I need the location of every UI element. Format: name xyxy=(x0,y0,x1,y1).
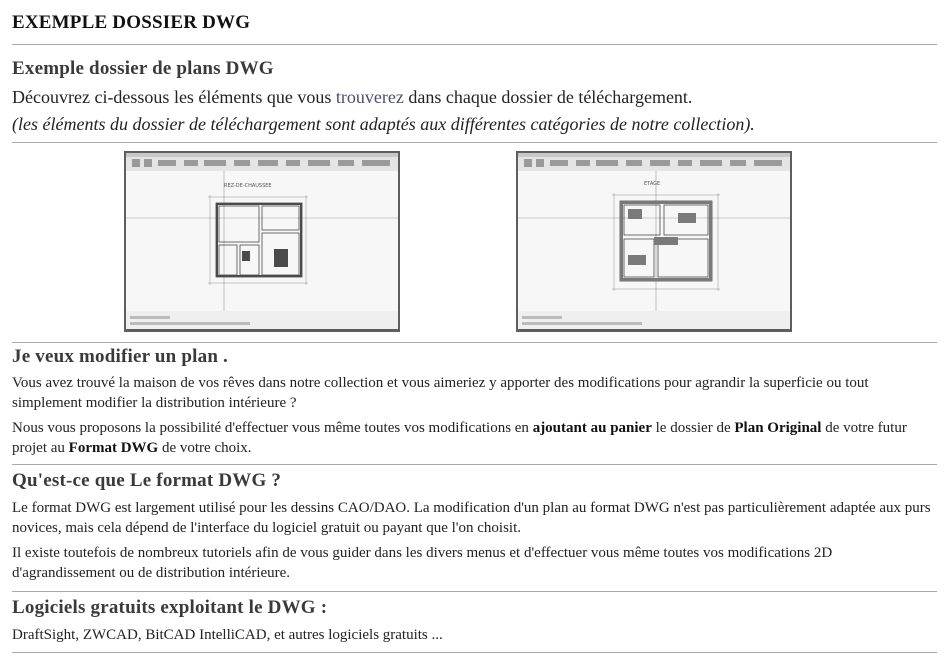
section-software-heading: Logiciels gratuits exploitant le DWG : xyxy=(12,597,328,618)
cad-floor-plan-screenshot-icon xyxy=(516,151,792,332)
intro-heading: Exemple dossier de plans DWG xyxy=(12,58,274,79)
cad-screenshot-2 xyxy=(516,151,792,332)
divider xyxy=(12,591,937,592)
add-to-cart-phrase: ajoutant au panier xyxy=(532,420,652,436)
modify-text-d: de votre choix. xyxy=(158,440,252,456)
section-modify-paragraph-2 xyxy=(12,418,937,458)
section-modify-paragraph-1: Vous avez trouvé la maison de vos rêves dans notre collection et vous aimeriez y apporter des modifications pour agrandir la superficie ou tout simplement modifier la distribution intérieure ? xyxy=(12,375,869,411)
divider xyxy=(12,342,937,343)
plan-original-phrase: Plan Original xyxy=(734,420,822,436)
modify-text-b: le dossier de xyxy=(651,420,735,436)
modify-text-a: Nous vous proposons la possibilité d'effectuer vous même toutes vos modifications en xyxy=(12,420,533,436)
intro-line-1-start: Découvrez ci-dessous les éléments que vous xyxy=(12,87,336,107)
section-format-heading: Qu'est-ce que Le format DWG ? xyxy=(12,470,282,491)
format-dwg-phrase: Format DWG xyxy=(68,440,159,456)
cad-floor-plan-screenshot-icon xyxy=(124,151,400,332)
divider xyxy=(12,142,937,143)
section-format-paragraph-2: Il existe toutefois de nombreux tutoriels afin de vous guider dans les divers menus et d'effectuer vous même toutes vos modifications 2D d'agrandissement ou de distribution intérieure. xyxy=(12,545,833,581)
page-title: EXEMPLE DOSSIER DWG xyxy=(12,12,251,33)
svg-text:REZ-DE-CHAUSSEE: REZ-DE-CHAUSSEE xyxy=(224,183,272,189)
intro-line-1-end: dans chaque dossier de téléchargement. xyxy=(403,87,693,107)
section-format-paragraph-1: Le format DWG est largement utilisé pour les dessins CAO/DAO. La modification d'un plan au format DWG n'est pas particulièrement adaptée aux purs novices, mais cela dépend de l'interface du logiciel gratuit ou payant que l'on choisit. xyxy=(12,500,931,536)
intro-line-1 xyxy=(12,87,692,108)
intro-line-2: (les éléments du dossier de téléchargement sont adaptés aux différentes catégories de notre collection). xyxy=(12,114,755,134)
software-list: DraftSight, ZWCAD, BitCAD IntelliCAD, et autres logiciels gratuits ... xyxy=(12,627,443,643)
section-modify-heading: Je veux modifier un plan . xyxy=(12,346,228,367)
modify-text-c: de votre futur projet au xyxy=(12,420,907,456)
divider xyxy=(12,652,937,653)
intro-line-1-highlight: trouverez xyxy=(335,87,404,107)
svg-text:ETAGE: ETAGE xyxy=(644,181,661,187)
cad-screenshot-1 xyxy=(124,151,400,332)
divider xyxy=(12,44,937,45)
divider xyxy=(12,464,937,465)
